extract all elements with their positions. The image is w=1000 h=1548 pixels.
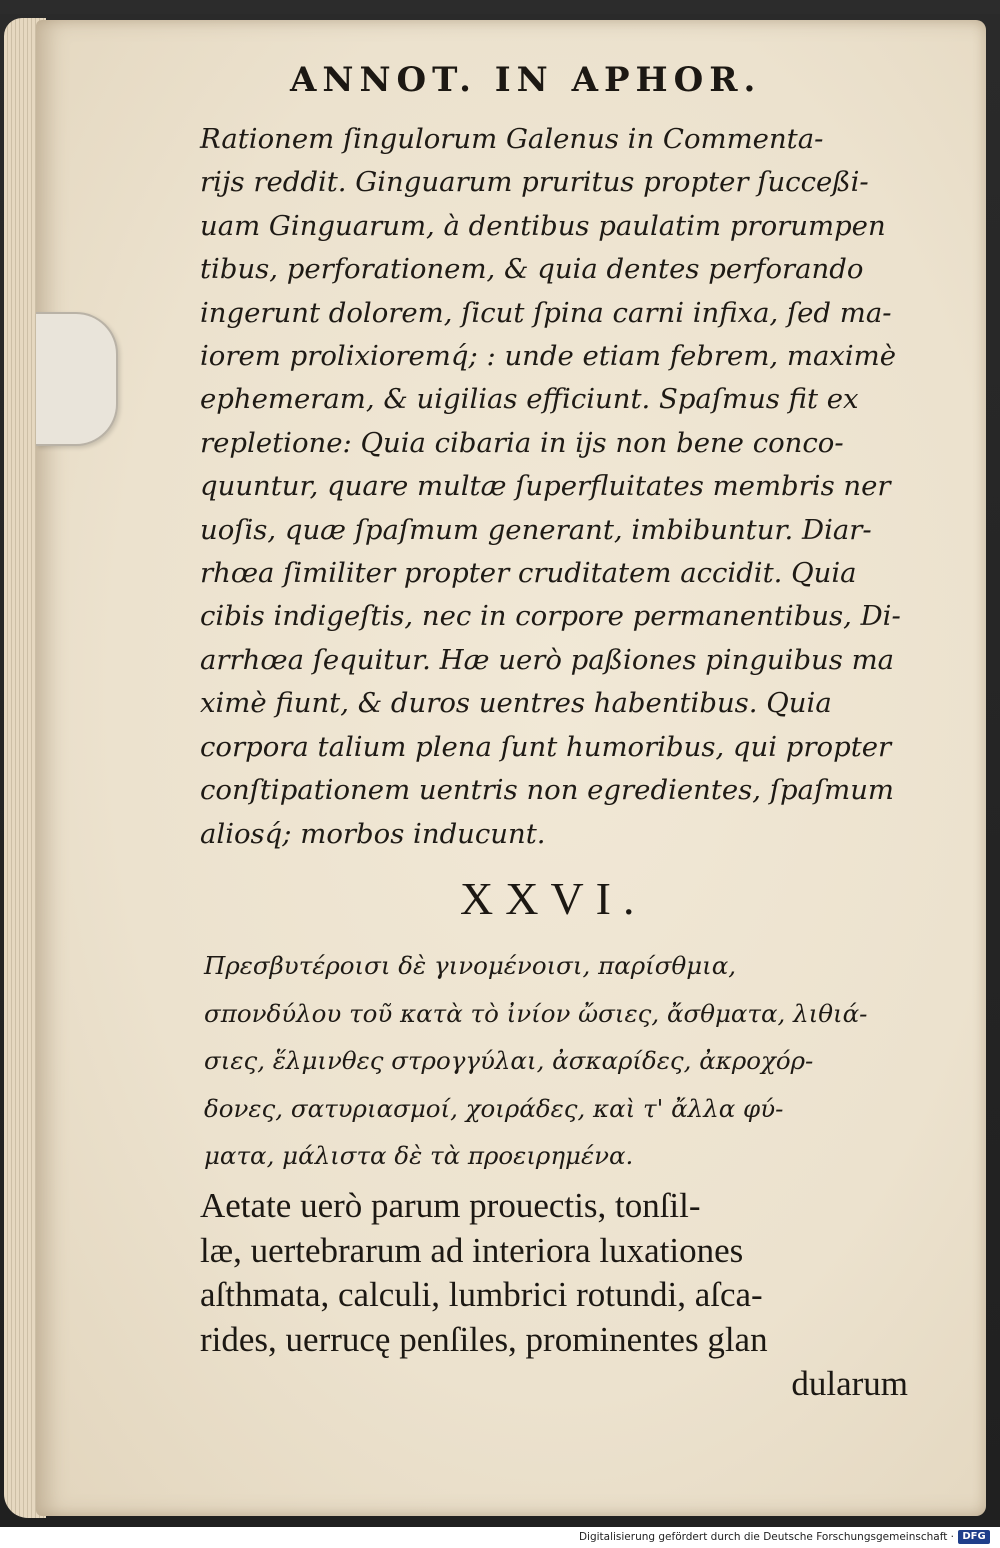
- greek-line: σπονδύλου τοῦ κατὰ τὸ ἰνίον ὤσιες, ἄσθματα, λιθιά-: [204, 998, 868, 1028]
- greek-line: δονες, σατυριασμοί, χοιράδες, καὶ τ' ἄλλα φύ-: [204, 1093, 784, 1123]
- text-line: iorem prolixioremq́; : unde etiam febrem, maximè: [200, 340, 896, 373]
- top-edge: [0, 0, 1000, 14]
- text-line: rhœa ſimiliter propter cruditatem accidit. Quia: [200, 557, 857, 590]
- text-line: ephemeram, & uigilias efficiunt. Spaſmus fit ex: [200, 383, 859, 416]
- dfg-logo-icon: DFG: [958, 1530, 990, 1544]
- text-line: aſthmata, calculi, lumbrici rotundi, aſca-: [200, 1275, 763, 1314]
- text-line: rides, uerrucę penſiles, prominentes glan: [200, 1319, 768, 1359]
- text-line: quuntur, quare multæ ſuperfluitates membris ner: [200, 470, 891, 503]
- greek-line: ματα, μάλιστα δὲ τὰ προειρημένα.: [204, 1141, 634, 1170]
- text-line: arrhœa ſequitur. Hæ uerò paßiones pinguibus ma: [200, 643, 895, 676]
- running-head: ANNOT. IN APHOR.: [290, 60, 762, 100]
- text-line: repletione: Quia cibaria in ijs non bene conco-: [200, 426, 844, 459]
- text-line: læ, uertebrarum ad interiora luxationes: [200, 1230, 744, 1270]
- greek-line: σιες, ἕλμινθες στρογγύλαι, ἀσκαρίδες, ἀκροχόρ-: [204, 1046, 814, 1075]
- text-line: uam Ginguarum, à dentibus paulatim prorumpen: [200, 209, 886, 242]
- catchword: dularum: [791, 1364, 908, 1403]
- text-line: corpora talium plena ſunt humoribus, qui propter: [200, 730, 892, 763]
- funding-note: Digitalisierung gefördert durch die Deutsche Forschungsgemeinschaft ·: [578, 1531, 954, 1543]
- page-clip: [36, 312, 118, 446]
- text-line: uoſis, quæ ſpaſmum generant, imbibuntur. Diar-: [200, 513, 872, 546]
- greek-aphorism: [204, 942, 924, 1180]
- greek-line: Πρεσβυτέροισι δὲ γινομένοισι, παρίσθμια,: [204, 951, 737, 980]
- latin-commentary: [200, 118, 920, 856]
- text-line: Aetate uerò parum prouectis, tonſil-: [200, 1186, 701, 1225]
- text-line: cibis indigeſtis, nec in corpore permanentibus, Di-: [200, 600, 901, 633]
- text-line: ingerunt dolorem, ſicut ſpina carni infixa, ſed ma-: [200, 296, 892, 329]
- text-line: tibus, perforationem, & quia dentes perforando: [200, 253, 864, 286]
- text-line: rijs reddit. Ginguarum pruritus propter ſucceßi-: [200, 166, 869, 199]
- text-line: ximè fiunt, & duros uentres habentibus. Quia: [200, 687, 832, 720]
- text-line: Rationem ſingulorum Galenus in Commenta-: [200, 123, 824, 155]
- text-line: aliosq́; morbos inducunt.: [200, 817, 546, 850]
- text-line: conſtipationem uentris non egredientes, ſpaſmum: [200, 774, 894, 807]
- section-numeral: XXVI.: [460, 873, 647, 924]
- latin-translation: [200, 1184, 920, 1407]
